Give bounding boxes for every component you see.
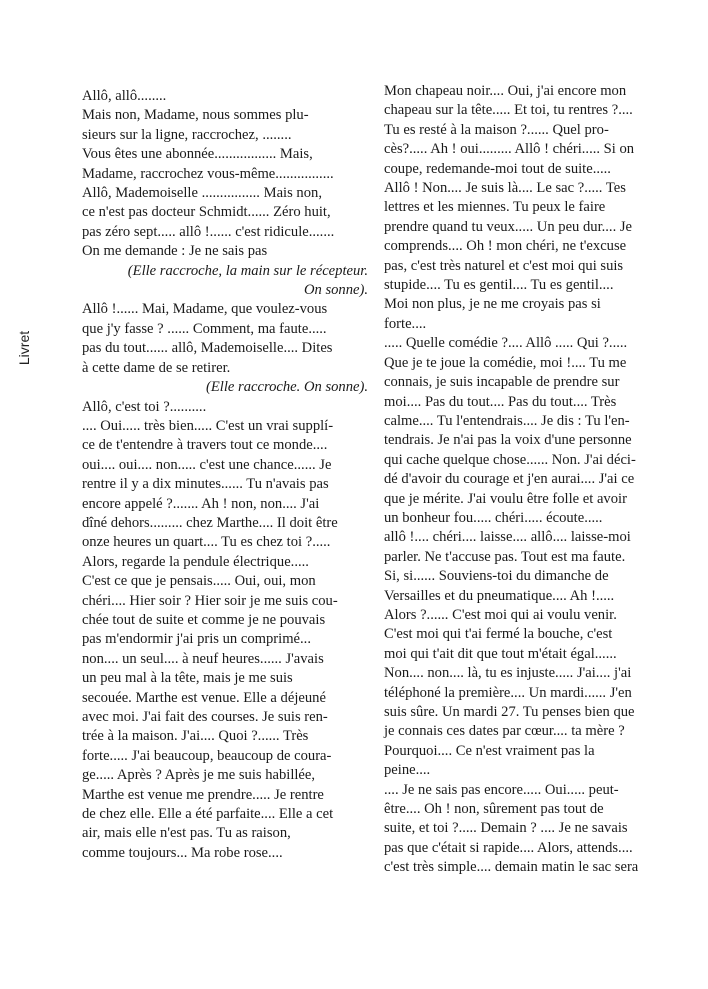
text-line: Que je te joue la comédie, moi !.... Tu me xyxy=(384,354,627,371)
text-line: pas, c'est très naturel et c'est moi qui suis xyxy=(384,257,624,274)
text-line: c'est très simple.... demain matin le sac sera xyxy=(384,859,639,876)
text-line: forte..... J'ai beaucoup, beaucoup de coura- xyxy=(82,747,332,764)
text-line: ..... Quelle comédie ?.... Allô ..... Qui ?..... xyxy=(384,335,628,352)
dialogue-paragraph xyxy=(384,334,698,780)
text-line: Versailles et du pneumatique.... Ah !..... xyxy=(384,587,615,604)
text-line: à cette dame de se retirer. xyxy=(82,359,231,376)
text-line: rentre il y a dix minutes...... Tu n'avais pas xyxy=(82,476,329,493)
text-line: air, mais elle n'est pas. Tu as raison, xyxy=(82,825,291,842)
side-label xyxy=(4,318,44,378)
dialogue-paragraph xyxy=(384,781,698,878)
text-line: Marthe est venue me prendre..... Je rentre xyxy=(82,786,324,803)
text-line: cès?..... Ah ! oui......... Allô ! chéri..... Si on xyxy=(384,141,635,158)
text-line: stupide.... Tu es gentil.... Tu es gentil.... xyxy=(384,277,614,294)
stage-line: (Elle raccroche. On sonne). xyxy=(206,379,368,396)
text-line: parler. Ne t'accuse pas. Tout est ma faute. xyxy=(384,548,626,565)
text-line: allô !.... chéri.... laisse.... allô.... laisse-moi xyxy=(384,529,631,546)
text-line: Tu es resté à la maison ?...... Quel pro- xyxy=(384,121,609,138)
side-label-text: Livret xyxy=(16,330,32,366)
text-line: téléphoné la première.... Un mardi...... J'en xyxy=(384,684,632,701)
text-line: je connais ces dates par cœur.... ta mère ? xyxy=(384,723,625,740)
text-line: chapeau sur la tête..... Et toi, tu rentres ?.... xyxy=(384,102,633,119)
text-line: Allô ! Non.... Je suis là.... Le sac ?..... Tes xyxy=(384,180,626,197)
text-line: avec moi. J'ai fait des courses. Je suis ren- xyxy=(82,709,328,725)
text-line: ce n'est pas docteur Schmidt...... Zéro huit, xyxy=(82,204,331,221)
text-line: Alors ?...... C'est moi qui ai voulu venir. xyxy=(384,606,617,623)
text-line: moi.... Pas du tout.... Pas du tout.... Très xyxy=(384,393,617,410)
stage-direction xyxy=(82,262,368,301)
text-line: tendrais. Je n'ai pas la voix d'une personne xyxy=(384,432,632,449)
text-line: dîné dehors......... chez Marthe.... Il doit être xyxy=(82,514,338,531)
text-line: coupe, redemande-moi tout de suite..... xyxy=(384,160,611,177)
text-line: comprends.... Oh ! mon chéri, ne t'excuse xyxy=(384,238,627,255)
dialogue-paragraph xyxy=(82,300,368,378)
text-line: non.... un seul.... à neuf heures...... J'avais xyxy=(82,650,324,667)
text-line: Allô, Mademoiselle ................ Mais non, xyxy=(82,185,322,202)
text-line: suis sûre. Un mardi 27. Tu penses bien que xyxy=(384,704,635,720)
text-line: peine.... xyxy=(384,762,431,779)
text-line: .... Je ne sais pas encore..... Oui..... peut- xyxy=(384,781,619,798)
text-line: moi qui t'ait dit que tout m'était égal...... xyxy=(384,645,617,662)
stage-line: (Elle raccroche, la main sur le récepteur. xyxy=(127,262,368,279)
text-line: Mon chapeau noir.... Oui, j'ai encore mon xyxy=(384,83,627,99)
text-line: un bonheur fou..... chéri..... écoute..... xyxy=(384,509,603,526)
text-line: encore appelé ?....... Ah ! non, non.... J'ai xyxy=(82,495,320,512)
text-line: forte.... xyxy=(384,315,427,332)
text-line: Pourquoi.... Ce n'est vraiment pas la xyxy=(384,742,595,759)
text-line: dé d'avoir du courage et j'en aurai.... J'ai ce xyxy=(384,471,635,488)
text-line: suite, et toi ?..... Demain ? .... Je ne savais xyxy=(384,820,628,837)
text-line: trée à la maison. J'ai.... Quoi ?...... Très xyxy=(82,728,309,745)
text-line: Allô, c'est toi ?.......... xyxy=(82,398,207,415)
text-line: chéri.... Hier soir ? Hier soir je me suis cou- xyxy=(82,592,338,609)
text-line: comme toujours... Ma robe rose.... xyxy=(82,844,283,861)
text-line: pas zéro sept..... allô !...... c'est ridicule....... xyxy=(82,223,335,240)
text-line: C'est ce que je pensais..... Oui, oui, mon xyxy=(82,573,316,590)
text-line: pas m'endormir j'ai pris un comprimé... xyxy=(82,631,311,648)
text-line: pas que c'était si rapide.... Alors, attends.... xyxy=(384,839,633,856)
text-line: être.... Oh ! non, sûrement pas tout de xyxy=(384,801,604,818)
text-line: secouée. Marthe est venue. Elle a déjeuné xyxy=(82,689,326,706)
text-line: connais, je suis incapable de prendre sur xyxy=(384,374,620,391)
text-line: de chez elle. Elle a été parfaite.... Elle a cet xyxy=(82,806,334,823)
text-line: onze heures un quart.... Tu es chez toi ?..... xyxy=(82,534,331,551)
text-line: Si, si...... Souviens-toi du dimanche de xyxy=(384,568,609,585)
text-line: calme.... Tu l'entendrais.... Je dis : Tu l'en- xyxy=(384,412,630,429)
dialogue-paragraph xyxy=(82,87,368,262)
text-line: Vous êtes une abonnée................. Mais, xyxy=(82,146,313,163)
text-line: Allô !...... Mai, Madame, que voulez-vous xyxy=(82,301,328,318)
text-line: qui cache quelque chose...... Non. J'ai déci- xyxy=(384,451,636,468)
text-line: ce de t'entendre à travers tout ce monde.... xyxy=(82,437,328,454)
text-line: chée tout de suite et comme je ne pouvais xyxy=(82,611,326,628)
text-line: que je mérite. J'ai voulu être folle et avoir xyxy=(384,490,627,507)
dialogue-paragraph xyxy=(82,398,368,864)
text-line: On me demande : Je ne sais pas xyxy=(82,243,268,260)
text-line: un peu mal à la tête, mais je me suis xyxy=(82,670,293,687)
dialogue-paragraph xyxy=(384,82,698,334)
text-line: pas du tout...... allô, Mademoiselle.... Dites xyxy=(82,340,333,357)
text-line: C'est moi qui t'ai fermé la bouche, c'est xyxy=(384,626,613,643)
text-line: prendre quand tu veux..... Un peu dur.... Je xyxy=(384,218,633,235)
text-line: Allô, allô........ xyxy=(82,88,167,104)
text-line: oui.... oui.... non..... c'est une chance...... Je xyxy=(82,456,332,473)
text-line: Non.... non.... là, tu es injuste..... J'ai.... j'ai xyxy=(384,665,632,682)
text-line: Mais non, Madame, nous sommes plu- xyxy=(82,107,309,124)
stage-line: On sonne). xyxy=(303,282,368,299)
text-line: lettres et les miennes. Tu peux le faire xyxy=(384,199,606,216)
text-line: ge..... Après ? Après je me suis habillée, xyxy=(82,767,316,784)
text-line: Moi non plus, je ne me croyais pas si xyxy=(384,296,601,313)
text-line: Alors, regarde la pendule électrique..... xyxy=(82,553,309,570)
stage-direction xyxy=(82,378,368,397)
right-column xyxy=(384,82,698,878)
text-line: sieurs sur la ligne, raccrochez, ........ xyxy=(82,126,292,143)
text-line: Madame, raccrochez vous-même................ xyxy=(82,165,334,182)
text-line: .... Oui..... très bien..... C'est un vrai supplí- xyxy=(82,417,334,434)
left-column xyxy=(82,87,368,863)
text-line: que j'y fasse ? ...... Comment, ma faute..... xyxy=(82,320,327,337)
